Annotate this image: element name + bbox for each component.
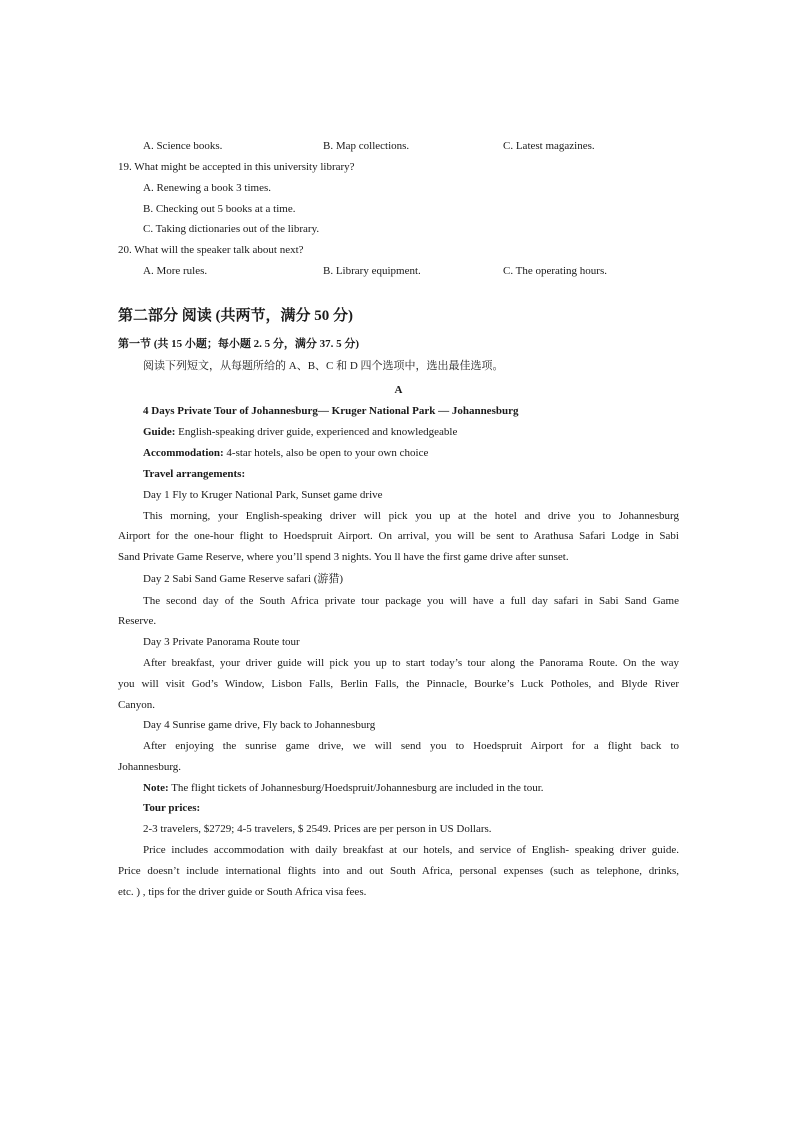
note-text: The flight tickets of Johannesburg/Hoedspruit/Johannesburg are included in the tour. bbox=[168, 782, 544, 794]
day3-line1: After breakfast, your driver guide will pick you up to start today’s tour along the Panorama Route. On the way bbox=[143, 657, 679, 669]
q18-option-a: A. Science books. bbox=[143, 140, 223, 152]
guide-line bbox=[143, 425, 457, 439]
day1-line2: Airport for the one-hour flight to Hoedspruit Airport. On arrival, you will be sent to Arathusa Safari Lodge in Sabi bbox=[118, 530, 679, 542]
q19-stem: 19. What might be accepted in this university library? bbox=[118, 161, 355, 173]
day4-line1: After enjoying the sunrise game drive, we will send you to Hoedspruit Airport for a flight back to bbox=[143, 740, 679, 752]
day1-title: Day 1 Fly to Kruger National Park, Sunset game drive bbox=[143, 489, 383, 501]
day4-line2: Johannesburg. bbox=[118, 761, 182, 773]
guide-text: English-speaking driver guide, experienced and knowledgeable bbox=[175, 426, 458, 438]
tour-prices-line: 2-3 travelers, $2729; 4-5 travelers, $ 2549. Prices are per person in US Dollars. bbox=[143, 823, 492, 835]
day2-line2: Reserve. bbox=[118, 615, 157, 627]
q20-option-a: A. More rules. bbox=[143, 265, 208, 277]
section1-title: 第一节 (共 15 小题；每小题 2. 5 分，满分 37. 5 分) bbox=[118, 338, 360, 350]
q20-option-c: C. The operating hours. bbox=[503, 265, 607, 277]
price-includes-line2: Price doesn’t include international flights into and out South Africa, personal expenses (such as telephone, drinks, bbox=[118, 865, 679, 877]
day3-line3: Canyon. bbox=[118, 699, 155, 711]
section1-instruction: 阅读下列短文，从每题所给的 A、B、C 和 D 四个选项中，选出最佳选项。 bbox=[143, 360, 504, 372]
day3-title: Day 3 Private Panorama Route tour bbox=[143, 636, 300, 648]
day2-title: Day 2 Sabi Sand Game Reserve safari (游猎) bbox=[143, 573, 344, 585]
q18-option-c: C. Latest magazines. bbox=[503, 140, 595, 152]
accommodation-text: 4-star hotels, also be open to your own choice bbox=[223, 447, 429, 459]
note-line bbox=[143, 781, 544, 795]
day4-title: Day 4 Sunrise game drive, Fly back to Johannesburg bbox=[143, 719, 376, 731]
q20-option-b: B. Library equipment. bbox=[323, 265, 421, 277]
accommodation-label: Accommodation: bbox=[143, 447, 224, 459]
passage-title: 4 Days Private Tour of Johannesburg— Kruger National Park — Johannesburg bbox=[143, 405, 519, 417]
day2-line1: The second day of the South Africa private tour package you will have a full day safari in Sabi Sand Game bbox=[143, 595, 679, 607]
q19-option-c: C. Taking dictionaries out of the library. bbox=[143, 223, 320, 235]
part2-title: 第二部分 阅读 (共两节，满分 50 分) bbox=[118, 308, 353, 324]
day1-line3: Sand Private Game Reserve, where you’ll spend 3 nights. You ll have the first game drive after sunset. bbox=[118, 551, 569, 563]
day3-line2: you will visit God’s Window, Lisbon Falls, Berlin Falls, the Pinnacle, Bourke’s Luck Potholes, and Blyde River bbox=[118, 678, 679, 690]
passage-letter: A bbox=[394, 384, 403, 396]
tour-prices-label: Tour prices: bbox=[143, 802, 201, 814]
q20-stem: 20. What will the speaker talk about next? bbox=[118, 244, 304, 256]
q19-option-b: B. Checking out 5 books at a time. bbox=[143, 203, 296, 215]
q18-option-b: B. Map collections. bbox=[323, 140, 410, 152]
note-label: Note: bbox=[143, 782, 169, 794]
price-includes-line3: etc. ) , tips for the driver guide or South Africa visa fees. bbox=[118, 886, 367, 898]
accommodation-line bbox=[143, 446, 428, 460]
travel-arrangements-label: Travel arrangements: bbox=[143, 468, 246, 480]
guide-label: Guide: bbox=[143, 426, 176, 438]
day1-line1: This morning, your English-speaking driver will pick you up at the hotel and drive you to Johannesburg bbox=[143, 510, 679, 522]
q19-option-a: A. Renewing a book 3 times. bbox=[143, 182, 272, 194]
price-includes-line1: Price includes accommodation with daily breakfast at our hotels, and service of English- speaking driver guide. bbox=[143, 844, 679, 856]
